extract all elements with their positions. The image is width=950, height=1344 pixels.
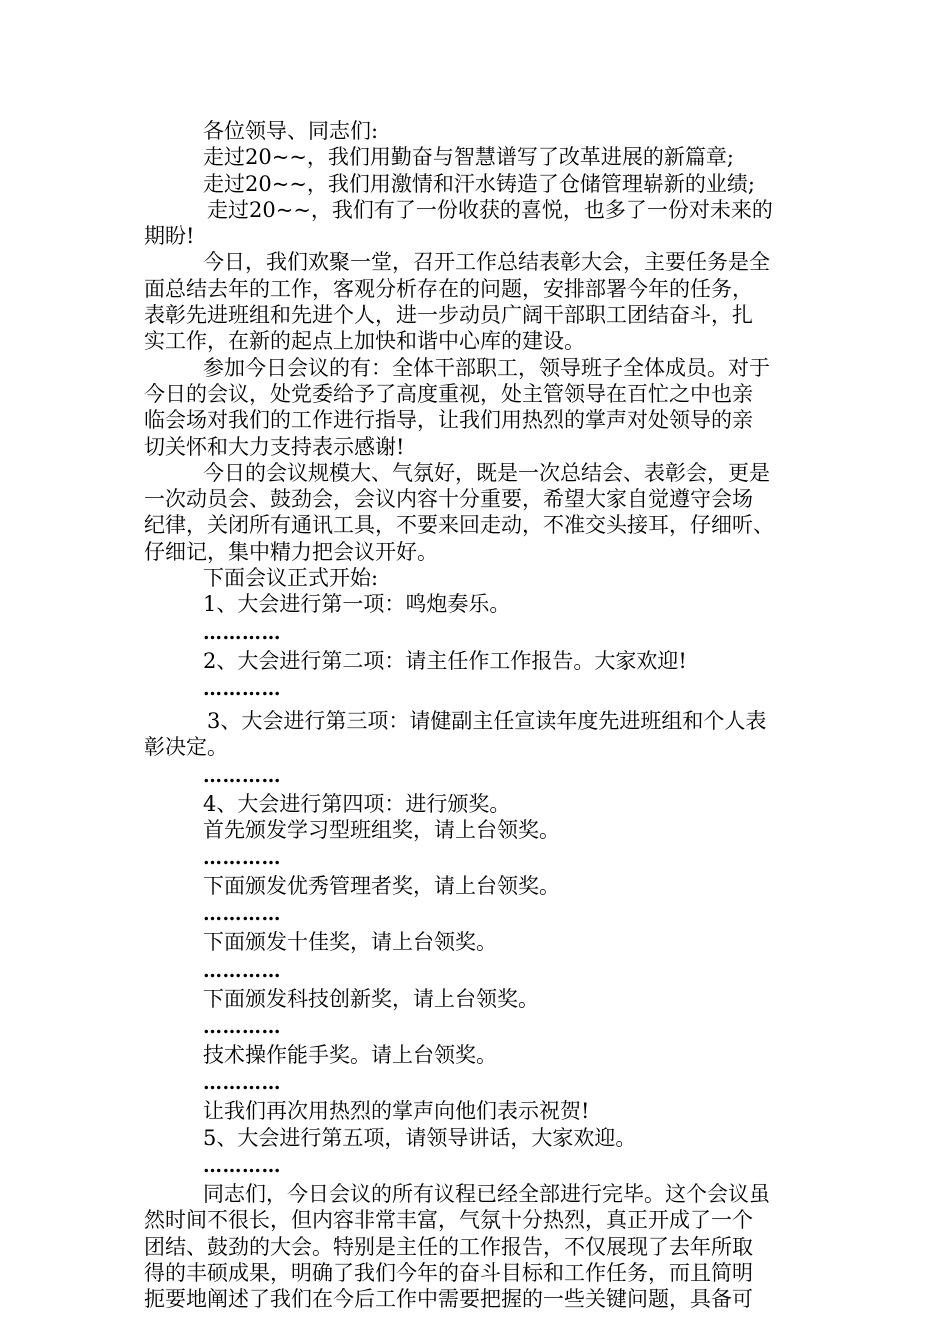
- paragraph-line: 今日的会议，处党委给予了高度重视，处主管领导在百忙之中也亲: [144, 381, 753, 406]
- agenda-item: 1、大会进行第一项：鸣炮奏乐。: [203, 592, 511, 617]
- agenda-item: 4、大会进行第四项：进行颁奖。: [203, 791, 511, 816]
- ellipsis-line: …………: [203, 1016, 281, 1039]
- ellipsis-line: …………: [203, 621, 281, 644]
- ellipsis-line: …………: [203, 959, 281, 982]
- paragraph-line: 得的丰硕成果，明确了我们今年的奋斗目标和工作任务，而且简明: [144, 1260, 753, 1285]
- salutation: 各位领导、同志们:: [203, 119, 379, 143]
- award-line: 下面颁发优秀管理者奖，请上台领奖。: [203, 874, 560, 899]
- paragraph-line: 让我们再次用热烈的掌声向他们表示祝贺!: [203, 1099, 590, 1124]
- paragraph-line: 下面会议正式开始:: [203, 566, 379, 591]
- paragraph-line: 表彰先进班组和先进个人，进一步动员广阔干部职工团结奋斗，扎: [144, 303, 753, 328]
- paragraph-line: 仔细记，集中精力把会议开好。: [144, 539, 438, 564]
- paragraph-line: 团结、鼓劲的大会。特别是主任的工作报告，不仅展现了去年所取: [144, 1234, 753, 1259]
- ellipsis-line: …………: [203, 1072, 281, 1095]
- ellipsis-line: …………: [203, 1154, 281, 1177]
- paragraph-line: 实工作，在新的起点上加快和谐中心库的建设。: [144, 329, 585, 354]
- paragraph-line: 走过20~~，我们用勤奋与智慧谱写了改革进展的新篇章;: [203, 145, 734, 170]
- paragraph-line: 扼要地阐述了我们在今后工作中需要把握的一些关键问题，具备可: [144, 1287, 753, 1312]
- paragraph-line: 今日的会议规模大、气氛好，既是一次总结会、表彰会，更是: [203, 460, 770, 485]
- paragraph-line: 纪律，关闭所有通讯工具，不要来回走动，不准交头接耳，仔细听、: [144, 513, 774, 538]
- paragraph-line: 今日，我们欢聚一堂，召开工作总结表彰大会，主要任务是全: [203, 250, 770, 275]
- agenda-item: 2、大会进行第二项：请主任作工作报告。大家欢迎!: [203, 648, 687, 673]
- paragraph-line: 切关怀和大力支持表示感谢!: [144, 434, 405, 459]
- paragraph-line: 走过20~~，我们有了一份收获的喜悦，也多了一份对未来的: [207, 197, 773, 222]
- award-line: 首先颁发学习型班组奖，请上台领奖。: [203, 817, 560, 842]
- paragraph-line: 参加今日会议的有：全体干部职工，领导班子全体成员。对于: [203, 355, 770, 380]
- paragraph-line: 走过20~~，我们用激情和汗水铸造了仓储管理崭新的业绩;: [203, 171, 755, 196]
- paragraph-line: 面总结去年的工作，客观分析存在的问题，安排部署今年的任务，: [144, 276, 753, 301]
- ellipsis-line: …………: [203, 677, 281, 700]
- paragraph-line: 临会场对我们的工作进行指导，让我们用热烈的掌声对处领导的亲: [144, 408, 753, 433]
- paragraph-line: 彰决定。: [144, 735, 228, 760]
- agenda-item: 3、大会进行第三项：请健副主任宣读年度先进班组和个人表: [207, 708, 767, 733]
- paragraph-line: 然时间不很长，但内容非常丰富，气氛十分热烈，真正开成了一个: [144, 1208, 753, 1233]
- paragraph-line: 同志们，今日会议的所有议程已经全部进行完毕。这个会议虽: [203, 1181, 770, 1206]
- award-line: 技术操作能手奖。请上台领奖。: [203, 1043, 497, 1068]
- award-line: 下面颁发十佳奖，请上台领奖。: [203, 930, 497, 955]
- agenda-item: 5、大会进行第五项，请领导讲话，大家欢迎。: [203, 1125, 637, 1150]
- paragraph-line: 一次动员会、鼓劲会，会议内容十分重要，希望大家自觉遵守会场: [144, 487, 753, 512]
- ellipsis-line: …………: [203, 847, 281, 870]
- ellipsis-line: …………: [203, 903, 281, 926]
- award-line: 下面颁发科技创新奖，请上台领奖。: [203, 986, 539, 1011]
- ellipsis-line: …………: [203, 764, 281, 787]
- paragraph-line: 期盼!: [144, 224, 195, 249]
